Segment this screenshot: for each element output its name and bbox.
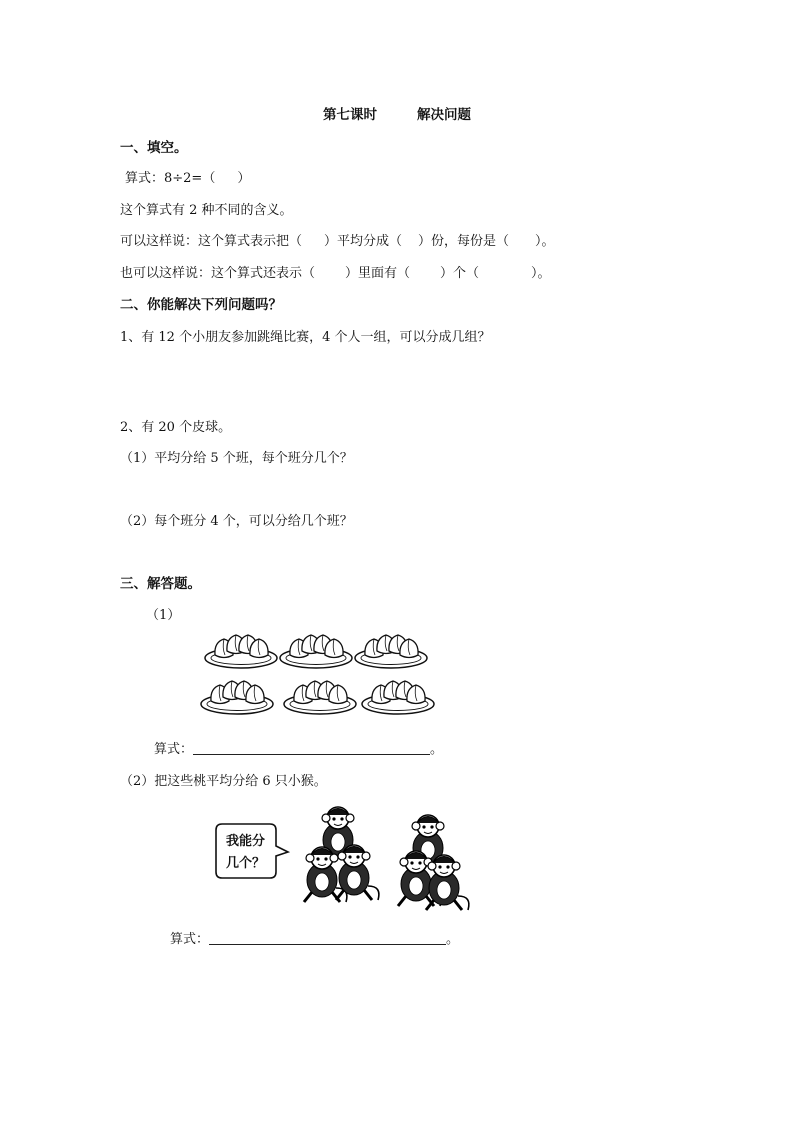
monkey — [426, 855, 469, 910]
section3-heading: 三、解答题。 — [120, 576, 201, 592]
meaning1-part-d: ）。 — [535, 234, 555, 249]
meaning2-part-d: ）。 — [531, 266, 551, 281]
question-2-1: （1）平均分给 5 个班，每个班分几个？ — [120, 451, 353, 466]
problem-1-label: （1） — [146, 608, 181, 623]
formula-prefix: 算式：8÷2=（ — [125, 171, 216, 186]
bubble-line-2: 几个？ — [226, 856, 266, 871]
monkey — [336, 845, 379, 900]
meaning2-part-c: ）个（ — [440, 266, 480, 281]
formula-line-2 — [170, 928, 459, 947]
formula-label: 算式： — [154, 742, 194, 757]
meaning2-part-a: 也可以这样说：这个算式还表示（ — [120, 266, 316, 281]
question-2: 2、有 20 个皮球。 — [120, 420, 232, 435]
section2-heading: 二、你能解决下列问题吗？ — [120, 297, 282, 313]
end-mark: 。 — [430, 742, 444, 757]
end-mark: 。 — [446, 932, 460, 947]
meaning-count-line: 这个算式有 2 种不同的含义。 — [120, 203, 293, 218]
formula-answer-line[interactable] — [209, 930, 446, 945]
formula-suffix: ） — [237, 171, 251, 186]
problem-2-text: （2）把这些桃平均分给 6 只小猴。 — [120, 774, 327, 789]
section1-heading: 一、填空。 — [120, 140, 188, 156]
question-1: 1、有 12 个小朋友参加跳绳比赛，4 个人一组，可以分成几组？ — [120, 330, 491, 345]
meaning2-part-b: ）里面有（ — [345, 266, 411, 281]
meaning1-part-c: ）份，每份是（ — [418, 234, 510, 249]
meaning1-part-b: ）平均分成（ — [324, 234, 403, 249]
title-lesson: 第七课时 — [323, 107, 377, 123]
title-topic: 解决问题 — [417, 107, 471, 123]
formula-label: 算式： — [170, 932, 210, 947]
meaning1-part-a: 可以这样说：这个算式表示把（ — [120, 234, 303, 249]
question-2-2: （2）每个班分 4 个，可以分给几个班？ — [120, 514, 353, 529]
bubble-line-1: 我能分 — [226, 834, 266, 849]
